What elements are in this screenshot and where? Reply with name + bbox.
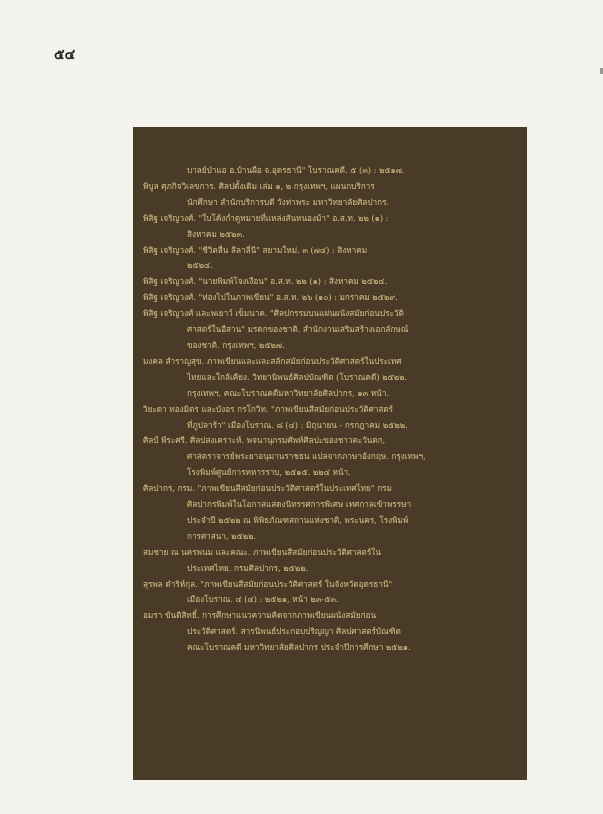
bibliography-panel <box>133 127 527 780</box>
bibliography-entry <box>143 274 513 290</box>
bibliography-line: พิสิฐ เจริญวงศ์. "ชีวิตลื่น ลีลาลี่นี" สยามใหม่. ๓ (๗๔) : สิงหาคม <box>143 244 368 255</box>
page-number: ๕๔ <box>54 47 76 63</box>
bibliography-entry <box>143 243 513 275</box>
bibliography-line: ศิลป์ พีระศรี. ศิลปสงเคราะห์. พจนานุกรมศัพท์ศิลปะของชาวตะวันตก, <box>143 435 386 446</box>
bibliography-line: เมืองโบราณ. ๔ (๔) : ๒๕๒๑, หน้า ๒๓-๕๓. <box>187 594 339 605</box>
bibliography-line: พิสิฐ เจริญวงศ์. "ใบโค้งก่ำดูหมายที่แหล่งสันหนองม้า" อ.ส.ท. ๒๒ (๑) : <box>143 212 389 223</box>
bibliography-line: ที่ภูปลาร้า" เมืองโบราณ. ๘ (๔) : มิถุนายน - กรกฎาคม ๒๕๒๒. <box>187 419 408 430</box>
bibliography-line: ของชาติ. กรุงเทพฯ, ๒๕๒๗. <box>187 339 285 350</box>
bibliography-line: พิสิฐ เจริญวงศ์. "นายพิมพ์โจงเงือน" อ.ส.ท. ๒๒ (๑) : สิงหาคม ๒๕๒๔. <box>143 276 388 287</box>
bibliography-entry <box>143 545 513 577</box>
bibliography-line: มงคล สำราญสุข. ภาพเขียนและและสลักสมัยก่อนประวัติศาสตร์ในประเทศ <box>143 355 402 366</box>
bibliography-line: ๒๕๒๔. <box>187 260 213 271</box>
bibliography-line: กรุงเทพฯ, คณะโบราณคดีมหาวิทยาลัยศิลปากร, ๑๓ หน้า. <box>187 387 389 398</box>
bibliography-line: ประเทศไทย. กรมศิลปากร, ๒๕๒๒. <box>187 562 309 573</box>
bibliography-line: การศาสนา, ๒๕๒๒. <box>187 530 257 541</box>
bibliography-entry <box>143 163 513 179</box>
bibliography-line: พิบูล ศุภกิจวิเลขการ. ศิลปดั้งเดิม เล่ม ๑, ๒ กรุงเทพฯ, แผนกบริการ <box>143 180 375 191</box>
bibliography-entry <box>143 306 513 354</box>
bibliography-line: ศิลปากรพิมพ์ในโอกาสแสดงนิทรรศการพิเศษ เทศกาลเข้าพรรษา <box>187 499 412 510</box>
bibliography-entry <box>143 402 513 434</box>
bibliography-entry <box>143 433 513 481</box>
bibliography-entry <box>143 211 513 243</box>
bibliography-line: พิสิฐ เจริญวงศ์. "ท่องไปในภาพเขียน" อ.ส.ท. ๒๖ (๑๐) : มกราคม ๒๕๒๙. <box>143 292 398 303</box>
bibliography-line: สิงหาคม ๒๕๒๓. <box>187 228 245 239</box>
bibliography-line: สมชาย ณ นครพนม และคณะ. ภาพเขียนสีสมัยก่อนประวัติศาสตร์ใน <box>143 546 381 557</box>
bibliography-line: บาลย์ป่าแอ อ.บ้านผือ จ.อุดรธานี" โบราณคดี. ๕ (๓) : ๒๕๑๗. <box>187 165 405 175</box>
bibliography-entry <box>143 290 513 306</box>
bibliography-line: ไทยและใกล้เคียง. วิทยานิพนธ์ศิลปบัณฑิต (โบราณคดี) ๒๕๒๒. <box>187 371 408 382</box>
bibliography-line: พิสิฐ เจริญวงศ์ และพเยาว์ เข็มนาค. "ศิลปกรรมบนแผ่นผนังสมัยก่อนประวัติ <box>143 308 404 319</box>
bibliography-line: ประจำปี ๒๕๒๒ ณ พิพิธภัณฑสถานแห่งชาติ, พระนคร, โรงพิมพ์ <box>187 514 409 525</box>
bibliography-entry <box>143 481 513 545</box>
bibliography-line: อมรา ขันติสิทธิ์. การศึกษาแนวความคิดจากภาพเขียนผนังสมัยก่อน <box>143 610 377 621</box>
bibliography-line: โรงพิมพ์ศูนย์การทหารราบ, ๒๕๑๕. ๒๒๔ หน้า. <box>187 467 351 478</box>
bibliography-line: คณะโบราณคดี มหาวิทยาลัยศิลปากร ประจำปีการศึกษา ๒๕๒๑. <box>187 642 411 653</box>
bibliography-entry <box>143 608 513 656</box>
bibliography-entry <box>143 354 513 402</box>
bibliography-line: ศาสตร์ในอีสาน" มรดกของชาติ. สำนักงานเสริมสร้างเอกลักษณ์ <box>187 324 409 335</box>
bibliography-line: ประวัติศาสตร์. สารนิพนธ์ประกอบปริญญา ศิลปศาสตร์บัณฑิต <box>187 626 401 637</box>
bibliography-line: นักศึกษา สำนักบริการบดี วังท่าพระ มหาวิทยาลัยศิลปากร. <box>187 196 390 207</box>
bibliography-line: วิยะดา ทองมิตร และบังอร กรโกวิท. "ภาพเขียนสีสมัยก่อนประวัติศาสตร์ <box>143 403 394 414</box>
bibliography-line: ศิลปากร, กรม. "ภาพเขียนสีสมัยก่อนประวัติศาสตร์ในประเทศไทย" กรม <box>143 483 392 494</box>
bibliography-entry <box>143 179 513 211</box>
bibliography-line: สุรพล ดำริห์กุล. "ภาพเขียนสีสมัยก่อนประวัติศาสตร์ ในจังหวัดอุดรธานี" <box>143 578 393 589</box>
bibliography-entry <box>143 577 513 609</box>
bibliography-line: ศาสตราจารย์พระยาอนุมานราชธน แปลจากภาษาอังกฤษ. กรุงเทพฯ, <box>187 451 426 462</box>
